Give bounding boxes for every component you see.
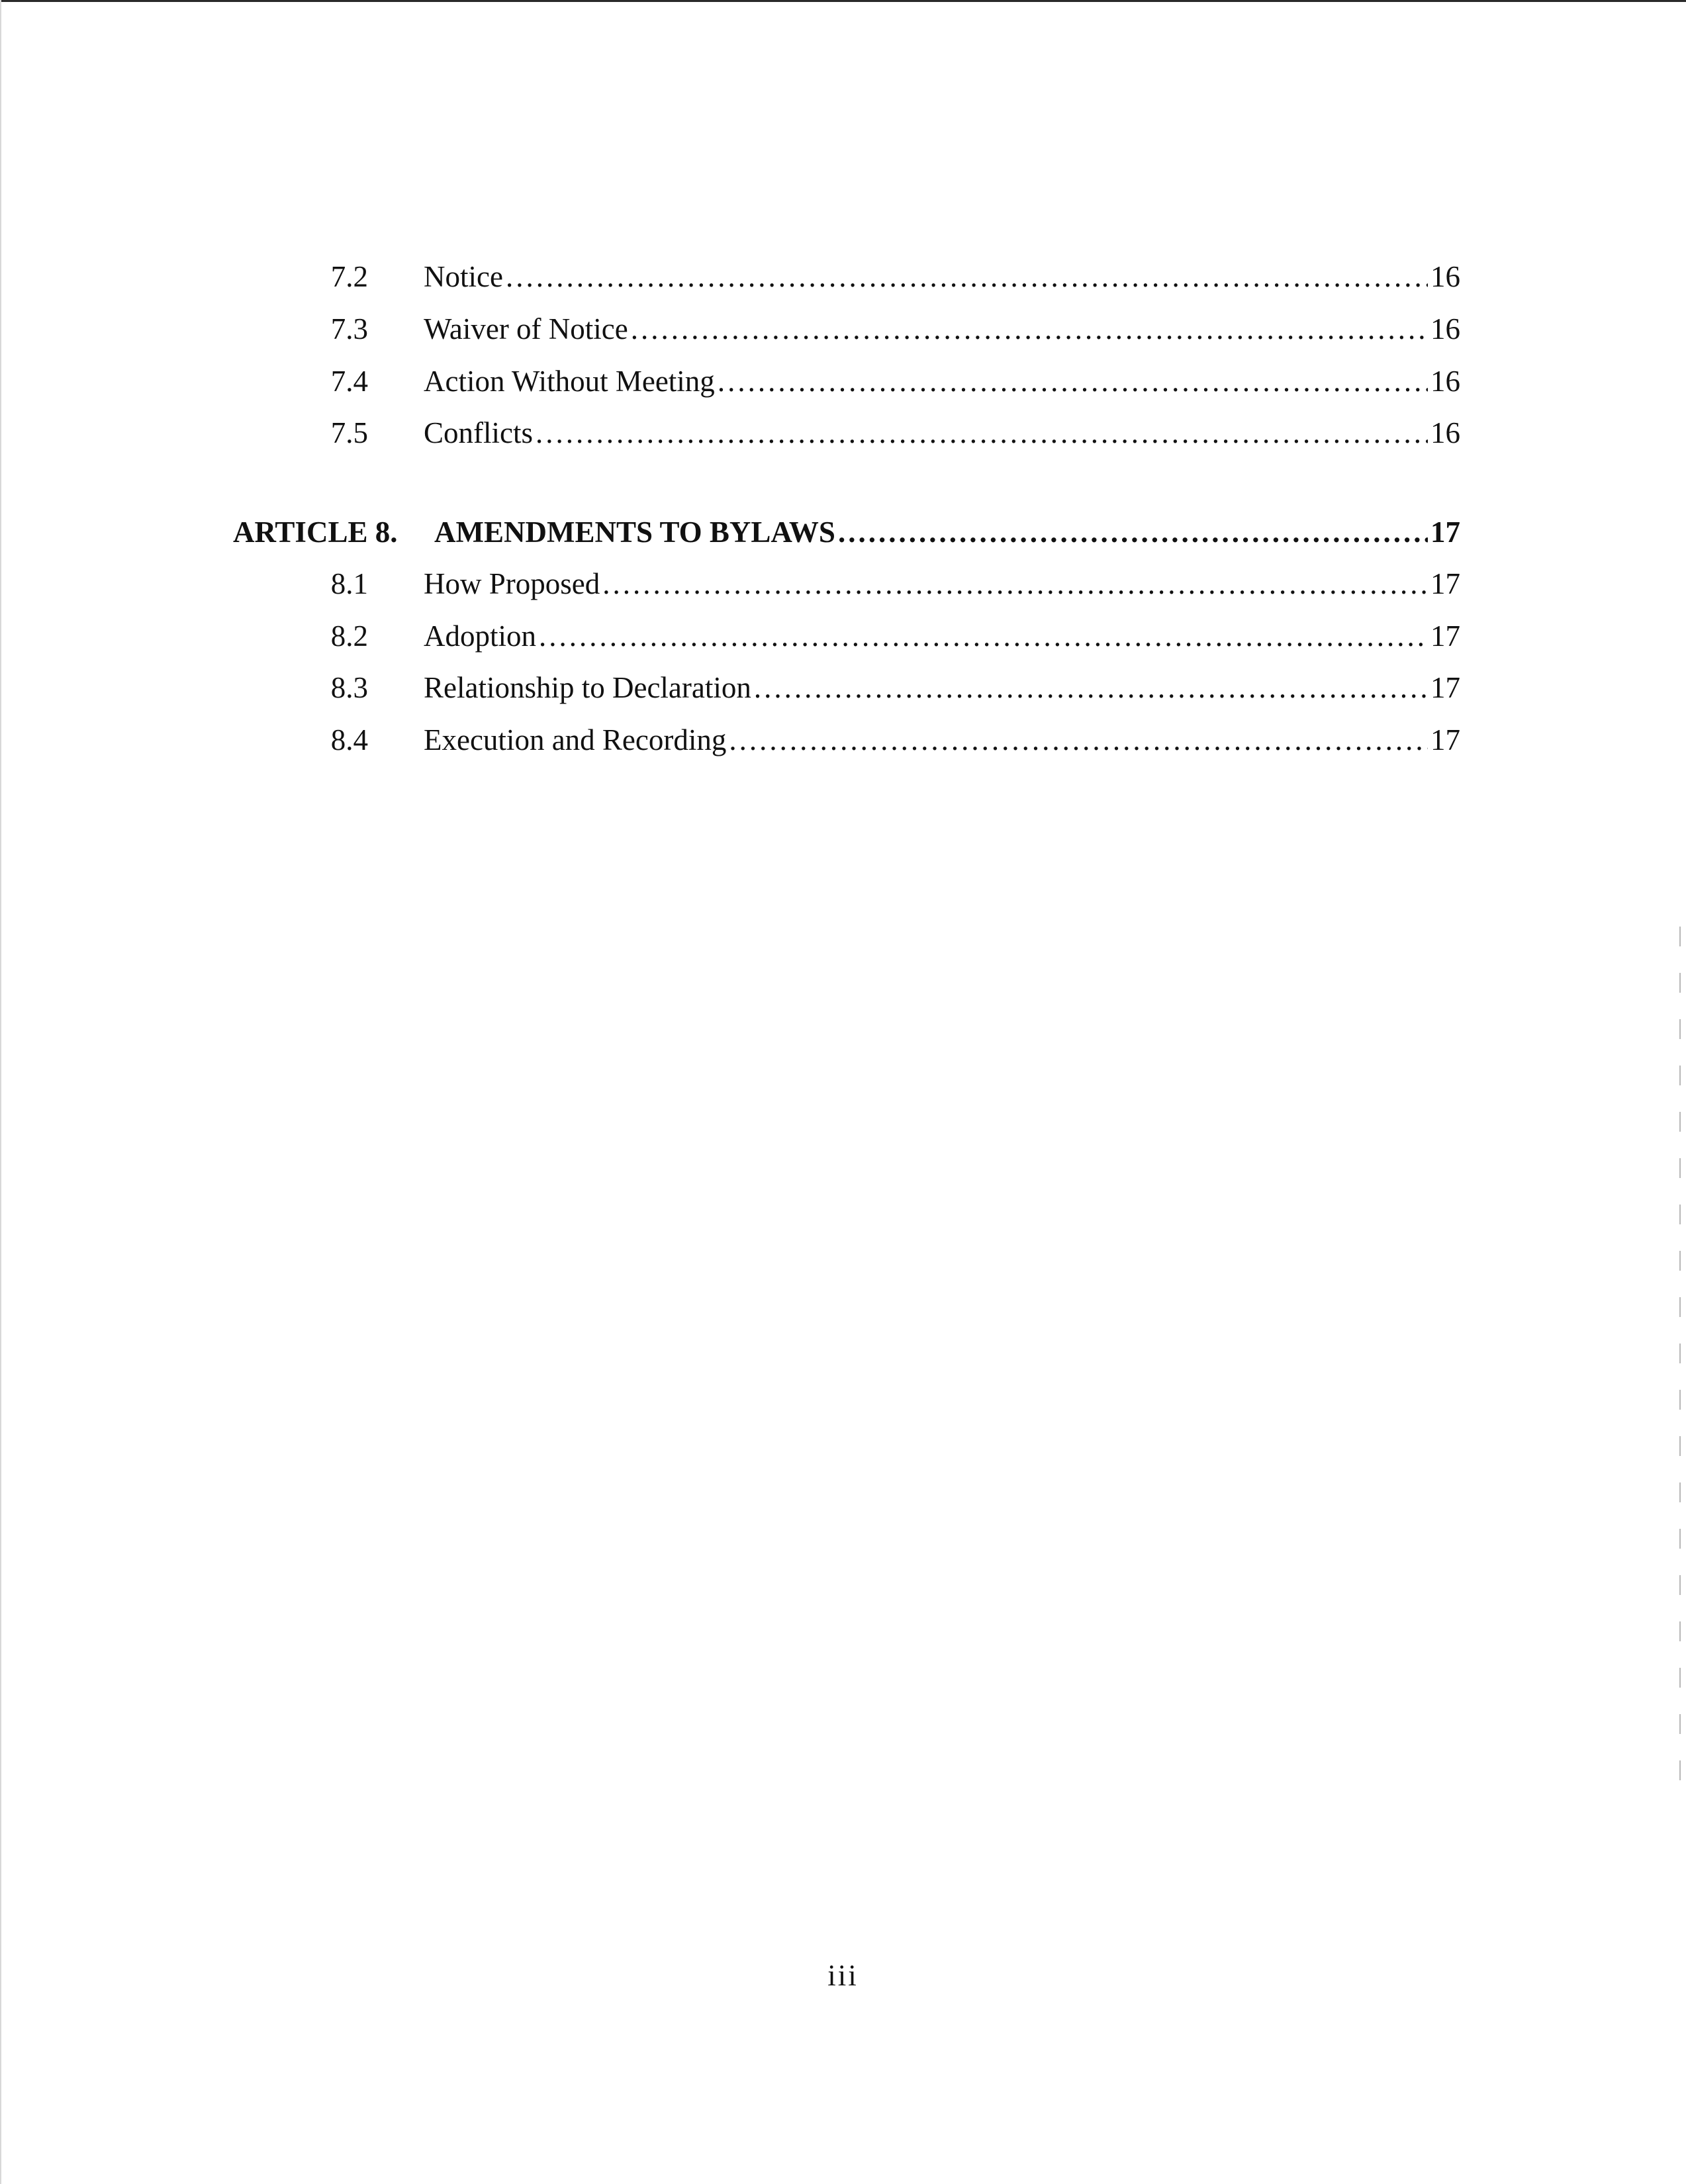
scan-edge-top [0,0,1686,2]
toc-entry-7-5[interactable] [0,413,1686,453]
toc-entry-number: 8.1 [330,567,368,600]
toc-entry-page: 17 [1430,567,1460,600]
toc-entry-page: 17 [1430,671,1460,704]
toc-entry-line [424,564,1460,604]
dot-leader [506,257,1428,296]
toc-entry-title: Execution and Recording [424,723,727,756]
toc-entry-8-4[interactable] [0,720,1686,760]
toc-entry-number: 8.4 [330,723,368,756]
toc-entry-line [424,361,1460,401]
toc-article-8[interactable] [0,512,1686,552]
toc-entry-title: Adoption [424,619,537,653]
toc-entry-number: 8.3 [330,671,368,704]
dot-leader [536,413,1428,453]
toc-entry-line [424,413,1460,453]
toc-entry-line [424,309,1460,349]
toc-entry-8-2[interactable] [0,616,1686,656]
dot-leader [602,564,1428,604]
toc-entry-page: 16 [1430,260,1460,293]
toc-entry-line [424,720,1460,760]
toc-entry-7-2[interactable] [0,257,1686,296]
dot-leader [539,616,1428,656]
toc-entry-line [424,668,1460,707]
dot-leader [718,361,1428,401]
toc-entry-number: 7.3 [330,312,368,345]
toc-entry-title: Waiver of Notice [424,312,628,345]
dot-leader [729,720,1428,760]
toc-entry-title: Relationship to Declaration [424,671,751,704]
toc-entry-7-4[interactable] [0,361,1686,401]
toc-entry-8-3[interactable] [0,668,1686,707]
toc-entry-line [424,616,1460,656]
toc-entry-title: Conflicts [424,416,533,449]
scan-edge-right [1679,927,1681,1787]
toc-entry-page: 16 [1430,365,1460,398]
page-number: iii [827,1959,859,1992]
toc-entry-number: 7.2 [330,260,368,293]
toc-article-page: 17 [1430,516,1460,549]
toc-entry-7-3[interactable] [0,309,1686,349]
toc-entry-8-1[interactable] [0,564,1686,604]
toc-entry-page: 16 [1430,416,1460,449]
toc-entry-line [424,257,1460,296]
toc-entry-page: 16 [1430,312,1460,345]
dot-leader [754,668,1428,707]
toc-article-label: ARTICLE 8. [233,516,398,549]
toc-entry-number: 8.2 [330,619,368,653]
toc-entry-page: 17 [1430,723,1460,756]
dot-leader [631,309,1428,349]
toc-article-title: AMENDMENTS TO BYLAWS [434,516,835,549]
toc-entry-page: 17 [1430,619,1460,653]
toc-article-line [434,512,1460,552]
toc-entry-number: 7.5 [330,416,368,449]
toc-entry-number: 7.4 [330,365,368,398]
toc-entry-title: Notice [424,260,503,293]
dot-leader [838,512,1428,552]
toc-entry-title: How Proposed [424,567,600,600]
toc-entry-title: Action Without Meeting [424,365,715,398]
